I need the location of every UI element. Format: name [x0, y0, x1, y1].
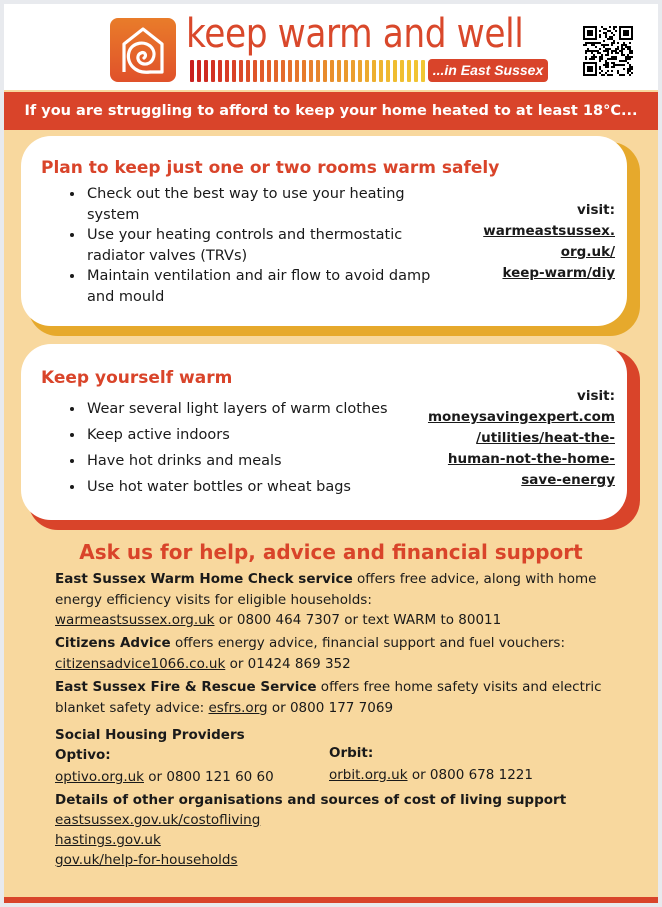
gradient-bar [288, 60, 292, 82]
gradient-bar [281, 60, 285, 82]
leaflet-page [4, 4, 658, 901]
provider-contact: or 0800 678 1221 [407, 767, 533, 783]
gradient-bar [239, 60, 243, 82]
hastings-link[interactable]: hastings.gov.uk [55, 832, 161, 848]
moneysavingexpert-link-part[interactable]: /utilities/heat-the- [476, 430, 615, 446]
gradient-bar [309, 60, 313, 82]
gradient-bar [225, 60, 229, 82]
warm-home-check-info [55, 569, 615, 631]
org-description: offers free home safety visits and electric blanket safety advice: [55, 679, 602, 716]
gradient-bar [372, 60, 376, 82]
gradient-bar [316, 60, 320, 82]
card2-visit [428, 386, 615, 491]
org-name: East Sussex Fire & Rescue Service [55, 679, 317, 695]
gradient-bar [414, 60, 418, 82]
logo-title: keep warm and well [186, 11, 524, 57]
list-item: • Use hot water bottles or wheat bags [85, 474, 455, 500]
warmeastsussex-link[interactable]: warmeastsussex.org.uk [55, 612, 215, 628]
citizensadvice-link[interactable]: citizensadvice1066.co.uk [55, 655, 226, 672]
list-item: • Wear several light layers of warm clothes [85, 396, 455, 422]
gradient-bar [421, 60, 425, 82]
gradient-bar [302, 60, 306, 82]
help-section-title: Ask us for help, advice and financial support [79, 540, 583, 564]
gradient-bar [197, 60, 201, 82]
card2-bullet-list [65, 396, 455, 500]
gradient-bar [295, 60, 299, 82]
provider-orbit [329, 742, 589, 786]
card-keep-yourself-warm [21, 344, 627, 520]
optivo-link[interactable]: optivo.org.uk [55, 769, 144, 785]
list-item: • Have hot drinks and meals [85, 448, 455, 474]
gradient-bar [260, 60, 264, 82]
visit-label: visit: [577, 388, 615, 404]
org-name: Citizens Advice [55, 635, 171, 651]
gradient-bar [379, 60, 383, 82]
gradient-bar [407, 60, 411, 82]
gradient-bar [253, 60, 257, 82]
gradient-bar [344, 60, 348, 82]
gradient-bar [190, 60, 194, 82]
other-support-info [55, 790, 615, 870]
warmeastsussex-diy-link-part[interactable]: keep-warm/diy [502, 265, 615, 281]
gradient-bar [323, 60, 327, 82]
org-name: East Sussex Warm Home Check service [55, 571, 353, 587]
moneysavingexpert-link-part[interactable]: human-not-the-home- [447, 451, 615, 467]
provider-optivo [55, 744, 315, 788]
provider-contact: or 0800 121 60 60 [143, 769, 274, 785]
card-heating-plan [21, 136, 627, 326]
other-support-heading: Details of other organisations and sources of cost of living support [55, 792, 567, 808]
org-description: offers energy advice, financial support and fuel vouchers: [170, 635, 566, 651]
gradient-bar [267, 60, 271, 82]
moneysavingexpert-link-part[interactable]: save-energy [521, 472, 615, 488]
moneysavingexpert-link-part[interactable]: moneysavingexpert.com [427, 409, 615, 425]
org-contact: or 0800 177 7069 [267, 699, 394, 716]
gradient-bar [351, 60, 355, 82]
gradient-bar [246, 60, 250, 82]
org-description: offers free advice, along with home energy efficiency visits for eligible households: [55, 571, 597, 608]
logo-tagline: ...in East Sussex [428, 59, 548, 82]
house-spiral-icon [110, 18, 176, 82]
orbit-link[interactable]: orbit.org.uk [329, 767, 408, 783]
help-for-households-link[interactable]: gov.uk/help-for-households [55, 852, 238, 868]
eastsussex-costofliving-link[interactable]: eastsussex.gov.uk/costofliving [55, 812, 261, 828]
gradient-bar [274, 60, 278, 82]
list-item: • Maintain ventilation and air flow to avoid damp and mould [85, 266, 455, 307]
bottom-accent-bar [4, 897, 658, 903]
fire-rescue-info [55, 677, 615, 718]
gradient-bar [358, 60, 362, 82]
gradient-bar [365, 60, 369, 82]
card2-title: Keep yourself warm [41, 368, 233, 388]
gradient-bar [232, 60, 236, 82]
list-item: • Check out the best way to use your heating system [85, 184, 455, 225]
org-contact: or 0800 464 7307 or text WARM to 80011 [214, 612, 502, 628]
card1-bullet-list [65, 184, 455, 307]
gradient-bar [204, 60, 208, 82]
provider-name: Optivo: [55, 747, 111, 763]
list-item: • Keep active indoors [85, 422, 455, 448]
gradient-bar [393, 60, 397, 82]
gradient-bar [211, 60, 215, 82]
social-housing-heading: Social Housing Providers [55, 727, 245, 743]
gradient-bar [337, 60, 341, 82]
org-contact: or 01424 869 352 [225, 655, 351, 672]
card1-title: Plan to keep just one or two rooms warm safely [41, 158, 500, 178]
esfrs-link[interactable]: esfrs.org [208, 699, 268, 716]
qr-code-icon[interactable] [583, 26, 633, 76]
gradient-bar [386, 60, 390, 82]
warmeastsussex-diy-link-part[interactable]: warmeastsussex. [483, 223, 615, 239]
header [4, 4, 658, 90]
warmeastsussex-diy-link-part[interactable]: org.uk/ [560, 244, 615, 260]
gradient-bar [218, 60, 222, 82]
list-item: • Use your heating controls and thermostatic radiator valves (TRVs) [85, 225, 455, 266]
visit-label: visit: [577, 202, 615, 218]
provider-name: Orbit: [329, 745, 374, 761]
card1-visit [483, 200, 615, 284]
intro-banner: If you are struggling to afford to keep your home heated to at least 18°C... [4, 92, 658, 130]
citizens-advice-info [55, 633, 615, 674]
gradient-bar [400, 60, 404, 82]
gradient-bar [330, 60, 334, 82]
